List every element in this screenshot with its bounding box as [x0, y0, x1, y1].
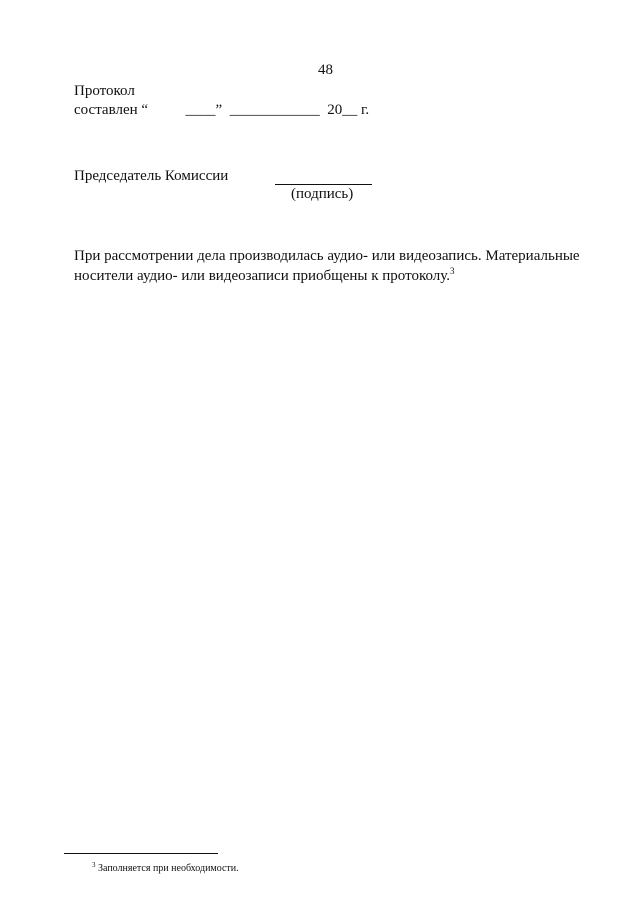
- page-number: 48: [318, 62, 333, 78]
- protocol-label: Протокол: [74, 83, 135, 99]
- chairman-label: Председатель Комиссии: [74, 168, 229, 184]
- record-note-text: При рассмотрении дела производилась аудио- или видеозапись. Материальные носители аудио- или видеозаписи приобщены к протоколу.: [74, 248, 580, 284]
- footnote-marker: 3: [92, 861, 96, 869]
- signature-caption: (подпись): [291, 186, 354, 202]
- protocol-date-line: составлен “ ____” ____________ 20__ г.: [74, 102, 370, 118]
- footnote-reference: 3: [450, 266, 455, 276]
- footnote-divider: [64, 853, 218, 854]
- record-note: [74, 246, 594, 286]
- signature-line: [275, 184, 372, 185]
- footnote: [92, 863, 239, 874]
- footnote-text: Заполняется при необходимости.: [98, 863, 239, 874]
